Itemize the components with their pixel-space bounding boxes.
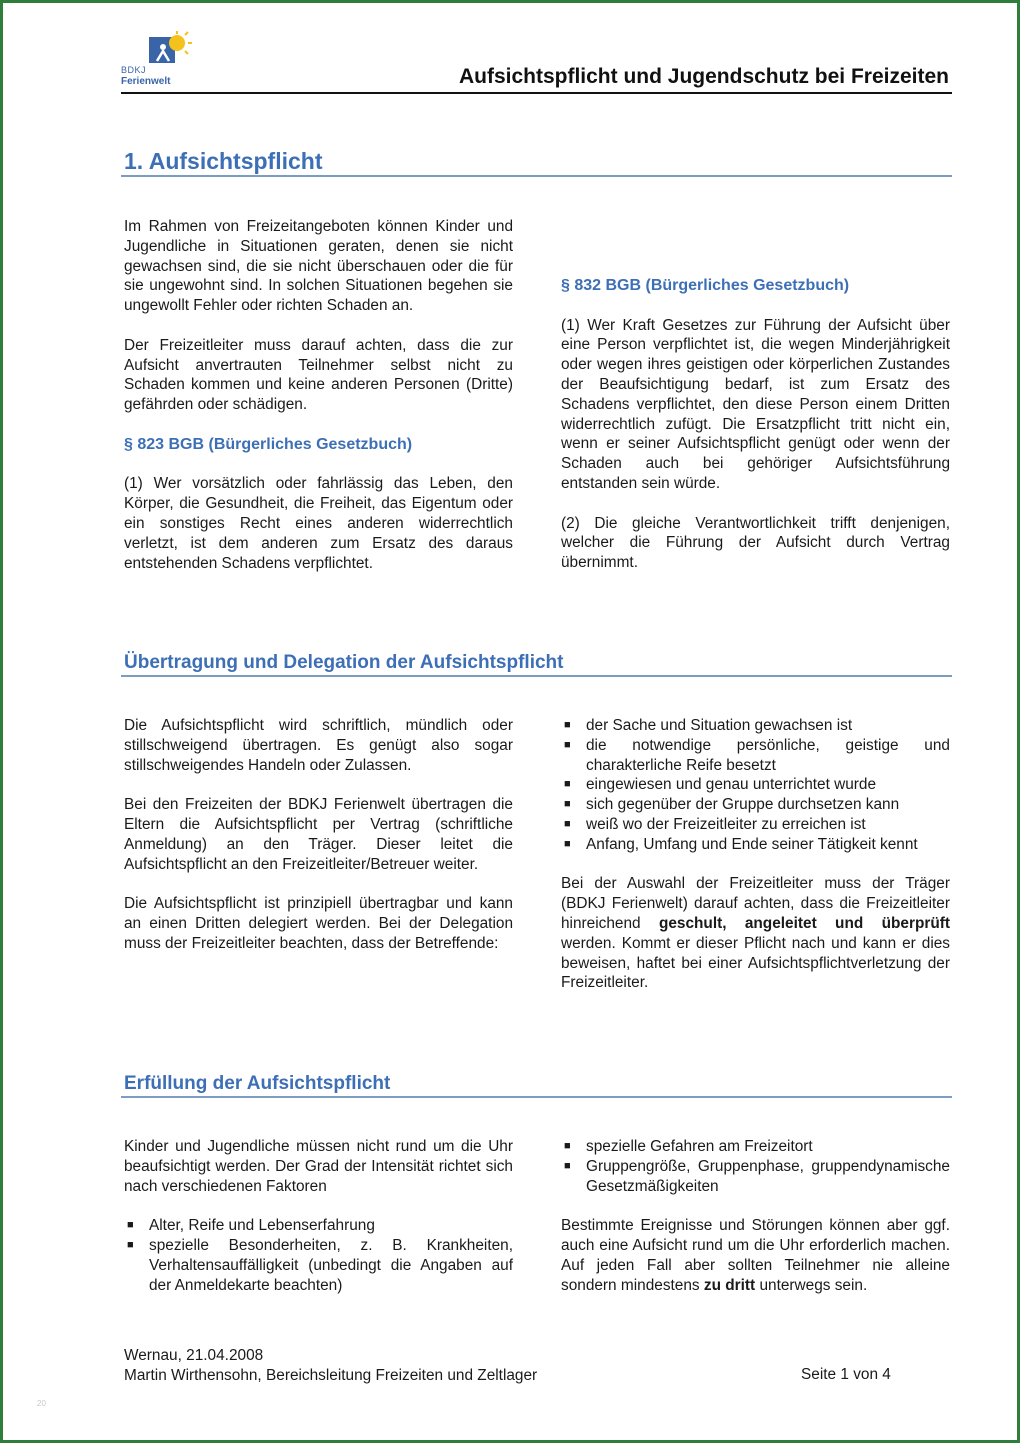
paragraph: Bei den Freizeiten der BDKJ Ferienwelt übertragen die Eltern die Aufsichtspflicht per Vertrag (schriftliche Anmeldung) an den Träger. Dieser leitet die Aufsichtspflicht an den Freizeitleiter/Betreuer weiter. [124, 796, 513, 873]
section2-heading: Übertragung und Delegation der Aufsichtspflicht [124, 652, 564, 673]
bold-emphasis: geschult, angeleitet und überprüft [658, 914, 950, 932]
section1-rule [121, 175, 952, 177]
paragraph: (1) Wer vorsätzlich oder fahrlässig das Leben, den Körper, die Gesundheit, die Freiheit, das Eigentum oder ein sonstiges Recht eines anderen widerrechtlich verletzt, ist dem anderen zum Ersatz des daraus entstehenden Schadens verpflichtet. [124, 475, 513, 572]
list-item: ■ eingewiesen und genau unterrichtet wurde [564, 776, 877, 794]
sun-figure-logo-icon [147, 31, 195, 67]
square-bullet-icon: ■ [564, 837, 571, 850]
factors-list [124, 1216, 513, 1295]
paragraph: Die Aufsichtspflicht wird schriftlich, mündlich oder stillschweigend übertragen. Es genügt also sogar stillschweigendes Handeln oder Zulassen. [124, 717, 513, 774]
law-heading-832: § 832 BGB (Bürgerliches Gesetzbuch) [561, 277, 850, 294]
logo-text-bdkj: BDKJ [121, 65, 147, 75]
list-item: ■ spezielle Gefahren am Freizeitort [564, 1138, 813, 1155]
square-bullet-icon: ■ [127, 1238, 134, 1251]
section1-left-column [124, 217, 513, 573]
list-item: ■ der Sache und Situation gewachsen ist [564, 717, 853, 734]
square-bullet-icon: ■ [564, 738, 571, 751]
section1-right-column [561, 276, 950, 573]
section3-heading: Erfüllung der Aufsichtspflicht [124, 1073, 391, 1094]
factors-list-continued [561, 1137, 950, 1196]
document-title: Aufsichtspflicht und Jugendschutz bei Freizeiten [458, 65, 949, 88]
paragraph: Die Aufsichtspflicht ist prinzipiell übertragbar und kann an einen Dritten delegiert werden. Bei der Delegation muss der Freizeitleiter beachten, dass der Betreffende: [124, 895, 513, 952]
logo-text-ferienwelt: Ferienwelt [121, 76, 171, 87]
paragraph: (2) Die gleiche Verantwortlichkeit trifft denjenigen, welcher die Führung der Aufsicht durch Vertrag übernimmt. [561, 514, 950, 572]
paragraph: Im Rahmen von Freizeitangeboten können Kinder und Jugendliche in Situationen geraten, denen sie nicht gewachsen sind, die sie nicht überschauen oder die für sie ungewohnt sind. In solchen Situationen begehen sie ungewollt Fehler oder richten Schaden an. [124, 218, 513, 315]
list-item: ■ weiß wo der Freizeitleiter zu erreichen ist [564, 815, 866, 833]
list-item: ■ Anfang, Umfang und Ende seiner Tätigkeit kennt [564, 835, 918, 853]
paragraph: (1) Wer Kraft Gesetzes zur Führung der Aufsicht über eine Person verpflichtet ist, die wegen Minderjährigkeit oder wegen ihres geistigen oder körperlichen Zustandes der Beaufsichtigung bedarf, ist zum Ersatz des Schadens verpflichtet, den diese Person einem Dritten widerrechtlich zufügt. Die Ersatzpflicht tritt nicht ein, wenn er seiner Aufsichtspflicht genügt oder wenn der Schaden auch bei gehöriger Aufsichtsführung entstanden sein würde. [561, 316, 950, 492]
square-bullet-icon: ■ [564, 817, 571, 830]
bold-emphasis: zu dritt [703, 1276, 756, 1294]
paragraph: Bei der Auswahl der Freizeitleiter muss der Träger (BDKJ Ferienwelt) darauf achten, dass die Freizeitleiter hinreichend geschult, angeleitet und überprüft werden. Kommt er dieser Pflicht nach und kann er dies beweisen, haftet bei einer Aufsichtspflichtverletzung der Freizeitleiter. [561, 875, 950, 992]
list-item: ■ Alter, Reife und Lebenserfahrung [127, 1217, 375, 1235]
delegation-criteria-list [561, 716, 950, 855]
paragraph: Bestimmte Ereignisse und Störungen können aber ggf. auch eine Aufsicht rund um die Uhr erforderlich machen. Auf jeden Fall aber sollten Teilnehmer nie alleine sondern mindestens zu dritt unterwegs sein. [561, 1217, 950, 1294]
section2-left-column [124, 716, 513, 954]
square-bullet-icon: ■ [127, 1219, 134, 1232]
section3-right-column [561, 1137, 950, 1295]
section2-rule [121, 675, 952, 677]
list-item: ■ die notwendige persönliche, geistige und charakterliche Reife besetzt [564, 736, 950, 774]
square-bullet-icon: ■ [564, 778, 571, 791]
list-item: ■ spezielle Besonderheiten, z. B. Krankheiten, Verhaltensauffälligkeit (unbedingt die Angaben auf der Anmeldekarte beachten) [127, 1236, 513, 1294]
square-bullet-icon: ■ [564, 719, 571, 731]
paragraph: Der Freizeitleiter muss darauf achten, dass die zur Aufsicht anvertrauten Teilnehmer selbst nicht zu Schaden kommen und keine anderen Personen (Dritte) gefährden oder schädigen. [124, 336, 513, 414]
square-bullet-icon: ■ [564, 798, 571, 811]
header-rule [121, 92, 952, 94]
list-item: ■ Gruppengröße, Gruppenphase, gruppendynamische Gesetzmäßigkeiten [564, 1157, 950, 1195]
paragraph: Kinder und Jugendliche müssen nicht rund um die Uhr beaufsichtigt werden. Der Grad der Intensität richtet sich nach verschiedenen Faktoren [124, 1138, 513, 1195]
square-bullet-icon: ■ [564, 1140, 571, 1152]
bdkj-logo [121, 31, 201, 91]
square-bullet-icon: ■ [564, 1159, 571, 1172]
footer-place-date: Wernau, 21.04.2008 [124, 1347, 264, 1364]
section3-rule [121, 1096, 952, 1098]
section2-right-column [561, 716, 950, 993]
section1-heading: 1. Aufsichtspflicht [124, 148, 323, 174]
list-item: ■ sich gegenüber der Gruppe durchsetzen kann [564, 796, 900, 814]
footer-author: Martin Wirthensohn, Bereichsleitung Freizeiten und Zeltlager [124, 1367, 538, 1384]
page-mark: 20 [37, 1399, 46, 1408]
section3-left-column [124, 1137, 513, 1315]
law-heading-823: § 823 BGB (Bürgerliches Gesetzbuch) [124, 435, 413, 453]
page-number: Seite 1 von 4 [801, 1366, 891, 1383]
